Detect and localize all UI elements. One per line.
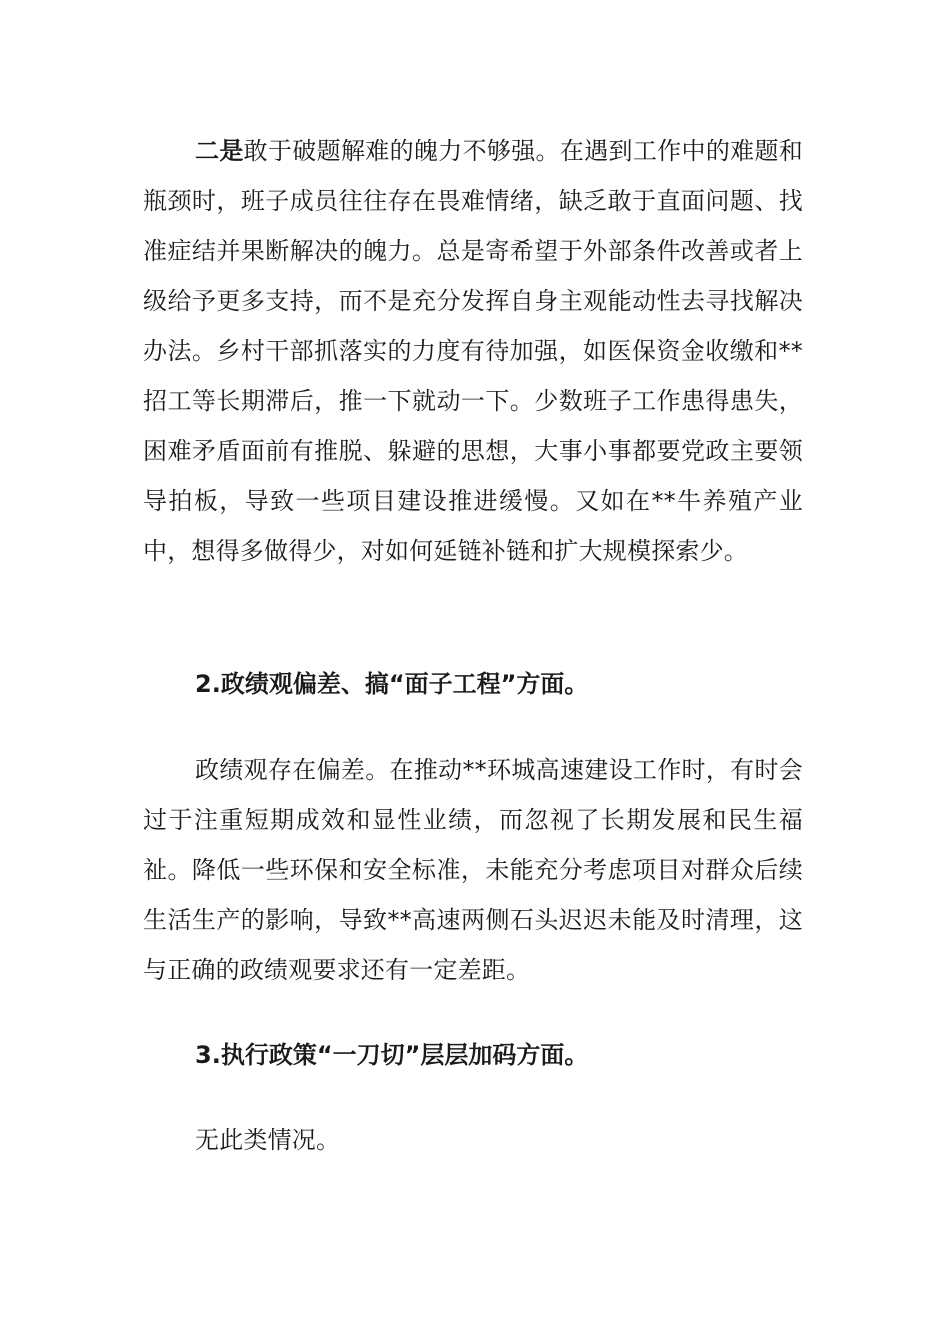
paragraph-difficulty-courage: [143, 126, 803, 576]
paragraph-body: 敢于破题解难的魄力不够强。在遇到工作中的难题和瓶颈时，班子成员往往存在畏难情绪，缺乏敢于直面问题、找准症结并果断解决的魄力。总是寄希望于外部条件改善或者上级给予更多支持，而不是充分发挥自身主观能动性去寻找解决办法。乡村干部抓落实的力度有待加强，如医保资金收缴和**招工等长期滞后，推一下就动一下。少数班子工作患得患失，困难矛盾面前有推脱、躲避的思想，大事小事都要党政主要领导拍板，导致一些项目建设推进缓慢。又如在**牛养殖产业中，想得多做得少，对如何延链补链和扩大规模探索少。: [143, 137, 803, 565]
section-heading-2: 2.政绩观偏差、搞“面子工程”方面。: [195, 670, 589, 698]
paragraph-lead: 二是: [195, 137, 244, 165]
paragraph-performance-view: 政绩观存在偏差。在推动**环城高速建设工作时，有时会过于注重短期成效和显性业绩，而忽视了长期发展和民生福祉。降低一些环保和安全标准，未能充分考虑项目对群众后续生活生产的影响，导致**高速两侧石头迟迟未能及时清理，这与正确的政绩观要求还有一定差距。: [143, 756, 803, 984]
section-heading-3: 3.执行政策“一刀切”层层加码方面。: [195, 1041, 589, 1069]
paragraph-no-such-case: 无此类情况。: [195, 1126, 341, 1154]
